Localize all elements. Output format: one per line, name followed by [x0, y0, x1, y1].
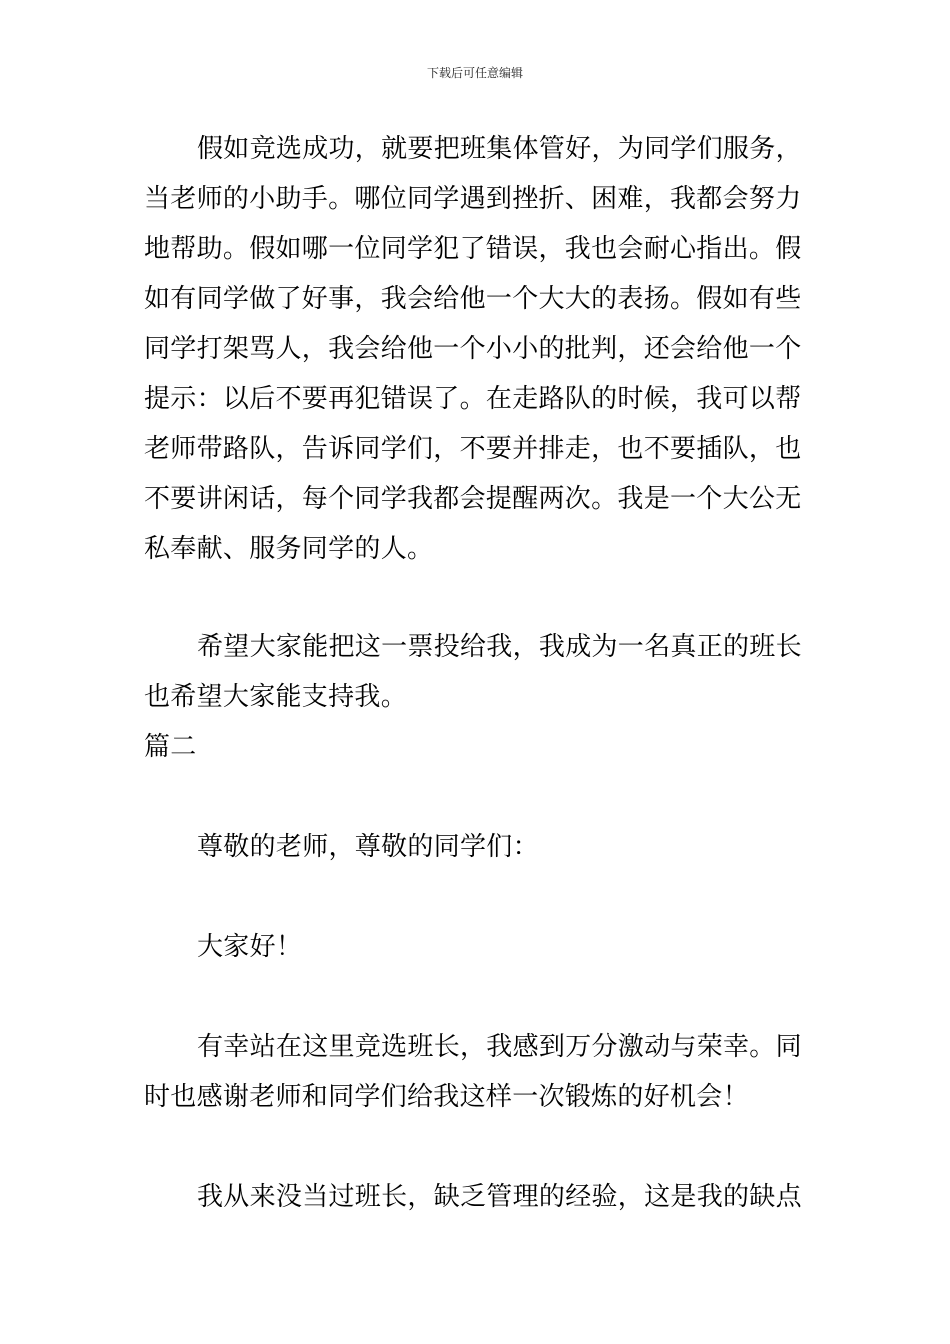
paragraph-greeting [144, 922, 809, 972]
text-line: 同学打架骂人，我会给他一个小小的批判，还会给他一个 [144, 334, 802, 364]
text-line: 老师带路队，告诉同学们，不要并排走，也不要插队，也 [144, 434, 802, 464]
text-line: 不要讲闲话，每个同学我都会提醒两次。我是一个大公无 [144, 484, 802, 514]
text-line: 假如竞选成功，就要把班集体管好，为同学们服务， [197, 134, 802, 164]
paragraph-vote-request [144, 622, 809, 772]
text-line: 提示：以后不要再犯错误了。在走路队的时候，我可以帮 [144, 384, 802, 414]
paragraph-experience [144, 1172, 809, 1222]
paragraph-introduction [144, 1022, 809, 1122]
text-line: 大家好！ [197, 932, 303, 962]
text-line: 有幸站在这里竞选班长，我感到万分激动与荣幸。同 [197, 1032, 802, 1062]
text-line: 如有同学做了好事，我会给他一个大大的表扬。假如有些 [144, 284, 802, 314]
text-line: 希望大家能把这一票投给我，我成为一名真正的班长 [197, 632, 802, 662]
text-line: 私奉献、服务同学的人。 [144, 534, 434, 564]
section-heading: 篇二 [144, 732, 197, 762]
text-line: 我从来没当过班长，缺乏管理的经验，这是我的缺点 [197, 1182, 802, 1212]
page-header: 下载后可任意编辑 [426, 66, 523, 80]
text-line: 当老师的小助手。哪位同学遇到挫折、困难，我都会努力 [144, 184, 802, 214]
text-line: 也希望大家能支持我。 [144, 682, 408, 712]
paragraph-campaign-promise [144, 124, 809, 574]
text-line: 地帮助。假如哪一位同学犯了错误，我也会耐心指出。假 [144, 234, 802, 264]
paragraph-salutation [144, 822, 809, 872]
text-line: 尊敬的老师，尊敬的同学们： [197, 832, 539, 862]
text-line: 时也感谢老师和同学们给我这样一次锻炼的好机会！ [144, 1082, 749, 1112]
